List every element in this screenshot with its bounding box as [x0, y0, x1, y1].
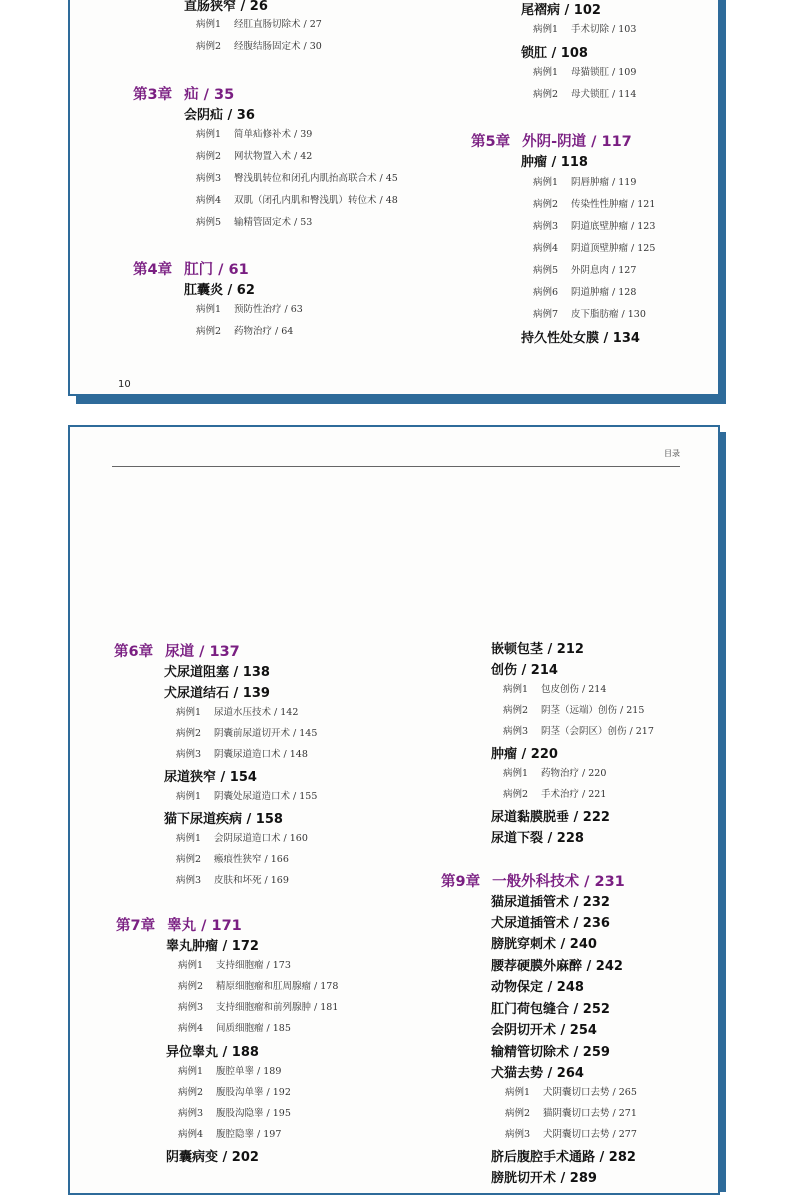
running-header: 目录	[664, 449, 680, 458]
case-label: 病例1	[196, 19, 222, 30]
case-title: 阴道底壁肿瘤 / 123	[571, 221, 656, 232]
case-entry	[196, 218, 312, 228]
chapter-number: 第6章	[114, 644, 154, 660]
case-title: 药物治疗 / 220	[541, 768, 607, 779]
case-label: 病例2	[196, 41, 222, 52]
case-entry	[505, 1088, 637, 1098]
case-entry	[178, 961, 291, 971]
case-entry	[503, 685, 606, 695]
case-title: 尿道水压技术 / 142	[214, 707, 299, 718]
case-label: 病例3	[176, 875, 202, 886]
case-title: 阴唇肿瘤 / 119	[571, 177, 637, 188]
section-entry: 肛门荷包缝合 / 252	[491, 1002, 610, 1017]
case-label: 病例1	[178, 1066, 204, 1077]
page-number: 10	[118, 379, 131, 390]
case-label: 病例7	[533, 309, 559, 320]
case-label: 病例1	[533, 24, 559, 35]
section-entry: 尿道黏膜脱垂 / 222	[491, 810, 610, 825]
case-entry	[503, 706, 644, 716]
section-entry: 猫下尿道疾病 / 158	[164, 812, 283, 827]
case-title: 腹股沟单睾 / 192	[216, 1087, 291, 1098]
case-label: 病例2	[503, 705, 529, 716]
case-title: 经肛直肠切除术 / 27	[234, 19, 322, 30]
case-label: 病例3	[503, 726, 529, 737]
case-entry	[178, 1130, 281, 1140]
case-entry	[176, 792, 317, 802]
case-label: 病例4	[178, 1023, 204, 1034]
case-label: 病例1	[505, 1087, 531, 1098]
case-label: 病例5	[196, 217, 222, 228]
case-label: 病例1	[176, 707, 202, 718]
section-entry: 会阴疝 / 36	[184, 108, 255, 123]
case-entry	[533, 178, 636, 188]
section-entry: 脐后腹腔手术通路 / 282	[491, 1150, 636, 1165]
case-entry	[196, 20, 322, 30]
case-title: 药物治疗 / 64	[234, 326, 294, 337]
case-label: 病例3	[176, 749, 202, 760]
case-label: 病例1	[178, 960, 204, 971]
case-title: 母猫锁肛 / 109	[571, 67, 637, 78]
case-label: 病例2	[176, 854, 202, 865]
case-label: 病例5	[533, 265, 559, 276]
chapter-heading	[471, 135, 632, 150]
case-entry	[178, 1067, 281, 1077]
case-title: 网状物置入术 / 42	[234, 151, 313, 162]
case-label: 病例4	[533, 243, 559, 254]
case-title: 双肌（闭孔内肌和臀浅肌）转位术 / 48	[234, 195, 398, 206]
chapter-number: 第5章	[471, 134, 511, 150]
case-entry	[533, 266, 636, 276]
case-label: 病例2	[533, 199, 559, 210]
case-title: 阴道顶壁肿瘤 / 125	[571, 243, 656, 254]
case-entry	[533, 310, 646, 320]
book-page-toc	[68, 425, 720, 1195]
case-label: 病例1	[176, 833, 202, 844]
case-entry	[533, 222, 655, 232]
section-entry: 尿道下裂 / 228	[491, 831, 584, 846]
case-title: 犬阴囊切口去势 / 265	[543, 1087, 637, 1098]
case-entry	[503, 727, 654, 737]
chapter-title: 肛门 / 61	[184, 262, 249, 278]
chapter-title: 疝 / 35	[184, 87, 235, 103]
case-label: 病例2	[178, 1087, 204, 1098]
case-title: 皮肤和坏死 / 169	[214, 875, 289, 886]
chapter-title: 外阴-阴道 / 117	[522, 134, 632, 150]
section-entry: 犬尿道插管术 / 236	[491, 916, 610, 931]
case-title: 手术治疗 / 221	[541, 789, 607, 800]
chapter-number: 第7章	[116, 918, 156, 934]
case-entry	[178, 982, 338, 992]
case-title: 腹腔隐睾 / 197	[216, 1129, 282, 1140]
case-title: 经腹结肠固定术 / 30	[234, 41, 322, 52]
case-title: 简单疝修补术 / 39	[234, 129, 313, 140]
section-entry: 猫尿道插管术 / 232	[491, 895, 610, 910]
case-label: 病例1	[503, 768, 529, 779]
section-entry: 腰荐硬膜外麻醉 / 242	[491, 959, 623, 974]
case-entry	[176, 708, 298, 718]
section-entry: 肿瘤 / 118	[521, 155, 588, 170]
header-rule	[112, 466, 680, 467]
case-label: 病例4	[178, 1129, 204, 1140]
case-label: 病例2	[505, 1108, 531, 1119]
case-entry	[503, 769, 606, 779]
case-label: 病例6	[533, 287, 559, 298]
case-label: 病例1	[533, 177, 559, 188]
chapter-number: 第3章	[133, 87, 173, 103]
case-entry	[503, 790, 606, 800]
case-title: 阴囊尿道造口术 / 148	[214, 749, 308, 760]
case-title: 阴囊处尿道造口术 / 155	[214, 791, 318, 802]
section-entry: 动物保定 / 248	[491, 980, 584, 995]
case-label: 病例1	[176, 791, 202, 802]
case-entry	[196, 305, 303, 315]
case-label: 病例2	[176, 728, 202, 739]
section-entry: 犬尿道阻塞 / 138	[164, 665, 270, 680]
case-title: 手术切除 / 103	[571, 24, 637, 35]
case-label: 病例4	[196, 195, 222, 206]
case-title: 臀浅肌转位和闭孔内肌抬高联合术 / 45	[234, 173, 398, 184]
case-label: 病例2	[533, 89, 559, 100]
case-title: 间质细胞瘤 / 185	[216, 1023, 291, 1034]
section-entry: 膀胱切开术 / 289	[491, 1171, 597, 1186]
case-title: 支持细胞瘤和前列腺肿 / 181	[216, 1002, 339, 1013]
chapter-title: 睾丸 / 171	[167, 918, 242, 934]
case-label: 病例1	[196, 129, 222, 140]
case-title: 猫阴囊切口去势 / 271	[543, 1108, 637, 1119]
case-label: 病例2	[196, 151, 222, 162]
section-entry: 输精管切除术 / 259	[491, 1045, 610, 1060]
case-entry	[533, 68, 636, 78]
case-entry	[176, 729, 317, 739]
case-title: 瘢痕性狭窄 / 166	[214, 854, 289, 865]
case-entry	[196, 327, 293, 337]
case-title: 腹股沟隐睾 / 195	[216, 1108, 291, 1119]
case-label: 病例3	[505, 1129, 531, 1140]
case-label: 病例3	[196, 173, 222, 184]
case-title: 腹腔单睾 / 189	[216, 1066, 282, 1077]
section-entry: 创伤 / 214	[491, 663, 558, 678]
case-title: 支持细胞瘤 / 173	[216, 960, 291, 971]
case-label: 病例2	[178, 981, 204, 992]
case-title: 包皮创伤 / 214	[541, 684, 607, 695]
case-entry	[533, 244, 655, 254]
case-entry	[533, 90, 636, 100]
section-entry: 尾褶病 / 102	[521, 3, 601, 18]
chapter-title: 一般外科技术 / 231	[492, 874, 625, 890]
case-entry	[176, 750, 308, 760]
section-entry: 直肠狭窄 / 26	[184, 0, 268, 14]
case-entry	[196, 42, 322, 52]
section-entry: 肛囊炎 / 62	[184, 283, 255, 298]
case-title: 输精管固定术 / 53	[234, 217, 313, 228]
case-entry	[178, 1109, 291, 1119]
section-entry: 嵌顿包茎 / 212	[491, 642, 584, 657]
case-title: 母犬锁肛 / 114	[571, 89, 637, 100]
case-entry	[533, 288, 636, 298]
section-entry: 肿瘤 / 220	[491, 747, 558, 762]
case-entry	[533, 25, 636, 35]
section-entry: 锁肛 / 108	[521, 46, 588, 61]
case-entry	[533, 200, 655, 210]
case-entry	[178, 1088, 291, 1098]
section-entry: 会阴切开术 / 254	[491, 1023, 597, 1038]
section-entry: 异位睾丸 / 188	[166, 1045, 259, 1060]
section-entry: 持久性处女膜 / 134	[521, 331, 640, 346]
case-title: 精原细胞瘤和肛周腺瘤 / 178	[216, 981, 339, 992]
section-entry: 睾丸肿瘤 / 172	[166, 939, 259, 954]
case-title: 犬阴囊切口去势 / 277	[543, 1129, 637, 1140]
case-entry	[196, 196, 398, 206]
case-title: 阴囊前尿道切开术 / 145	[214, 728, 318, 739]
case-entry	[176, 834, 308, 844]
case-title: 预防性治疗 / 63	[234, 304, 303, 315]
chapter-number: 第4章	[133, 262, 173, 278]
case-entry	[178, 1024, 291, 1034]
case-title: 阴茎（远端）创伤 / 215	[541, 705, 645, 716]
case-label: 病例3	[533, 221, 559, 232]
case-label: 病例2	[503, 789, 529, 800]
case-entry	[505, 1109, 637, 1119]
chapter-title: 尿道 / 137	[165, 644, 240, 660]
section-entry: 尿道狭窄 / 154	[164, 770, 257, 785]
case-title: 阴茎（会阴区）创伤 / 217	[541, 726, 654, 737]
case-entry	[178, 1003, 338, 1013]
section-entry: 犬尿道结石 / 139	[164, 686, 270, 701]
case-label: 病例2	[196, 326, 222, 337]
chapter-heading	[133, 88, 234, 103]
chapter-heading	[441, 875, 625, 890]
case-entry	[176, 855, 289, 865]
case-entry	[176, 876, 289, 886]
case-title: 外阴息肉 / 127	[571, 265, 637, 276]
section-entry: 犬猫去势 / 264	[491, 1066, 584, 1081]
chapter-heading	[116, 919, 242, 934]
case-label: 病例1	[196, 304, 222, 315]
section-entry: 膀胱穿刺术 / 240	[491, 937, 597, 952]
case-label: 病例3	[178, 1002, 204, 1013]
case-entry	[196, 174, 398, 184]
case-entry	[196, 152, 312, 162]
case-title: 会阴尿道造口术 / 160	[214, 833, 308, 844]
chapter-heading	[114, 645, 240, 660]
case-label: 病例3	[178, 1108, 204, 1119]
section-entry: 阴囊病变 / 202	[166, 1150, 259, 1165]
case-entry	[196, 130, 312, 140]
case-title: 皮下脂肪瘤 / 130	[571, 309, 646, 320]
case-title: 传染性性肿瘤 / 121	[571, 199, 656, 210]
chapter-heading	[133, 263, 249, 278]
case-entry	[505, 1130, 637, 1140]
case-title: 阴道肿瘤 / 128	[571, 287, 637, 298]
case-label: 病例1	[533, 67, 559, 78]
case-label: 病例1	[503, 684, 529, 695]
chapter-number: 第9章	[441, 874, 481, 890]
